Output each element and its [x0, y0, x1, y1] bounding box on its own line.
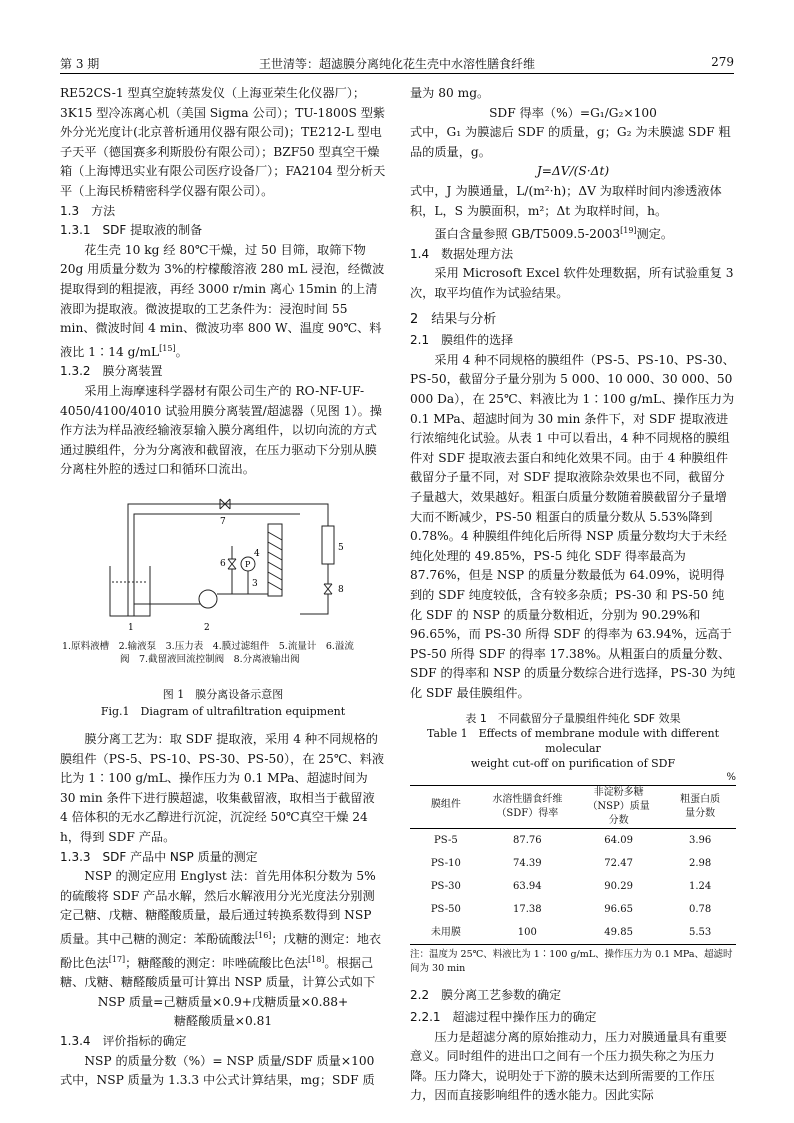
figure-caption-en: Fig.1 Diagram of ultrafiltration equipment: [100, 704, 346, 718]
gauge-p: P: [245, 559, 251, 569]
paragraph-cont: 量为 80 mg。: [410, 86, 490, 100]
table-row: PS-5 87.76 64.09 3.96: [434, 835, 712, 847]
issue-number: 第 3 期: [60, 57, 100, 71]
data-table: [410, 785, 736, 945]
table-row: PS-30 63.94 90.29 1.24: [430, 881, 712, 893]
label-3: 3: [252, 578, 258, 589]
paragraph-pressure: 压力是超滤分离的原始推动力，压力对膜通量具有重要意义。同时组件的进出口之间有一个压力损失称之为压力降。压力降大，说明处于下游的膜未达到所需要的工作压力，因而直接影响组件的透水能力。因此实际: [410, 1029, 727, 1103]
col-header: 水溶性膳食纤维（SDF）得率: [492, 794, 563, 820]
section-1-3-1: 1.3.1 SDF 提取液的制备: [60, 223, 203, 238]
running-title: 王世清等：超滤膜分离纯化花生壳中水溶性膳食纤维: [258, 57, 535, 71]
col-header: 膜组件: [430, 799, 461, 811]
label-6: 6: [220, 558, 226, 569]
equation-nsp-1: NSP 质量=己糖质量×0.9+戊糖质量×0.88+: [97, 994, 349, 1009]
paragraph-nsp: NSP 的测定应用 Englyst 法：首先用体积分数为 5%的硫酸将 SDF 产品水解，然后水解液用分光光度法分别测定己糖、戊糖、糖醛酸质量，最后通过转换系数得到 NSP 质量。其中己糖的测定：苯酚硫酸法[16]；戊糖的测定：地衣酚比色法[17]；糖醛酸的测定：咔唑硫酸比色法[18]。根据己糖、戊糖、糖醛酸质量可计算出 NSP 质量，计算公式如下: [60, 869, 382, 990]
section-2-2: 2.2 膜分离工艺参数的确定: [410, 988, 562, 1003]
section-2: 2 结果与分析: [410, 311, 497, 327]
label-7: 7: [220, 516, 226, 527]
section-1-3-4: 1.3.4 评价指标的确定: [60, 1033, 187, 1048]
paragraph-process: 膜分离工艺为：取 SDF 提取液，采用 4 种不同规格的膜组件（PS-5、PS-10、PS-30、PS-50），在 25℃、料液比为 1∶100 g/mL、操作压力为 0.1 MPa、超滤时间为 30 min 条件下进行膜超滤，收集截留液，取相当于截留液 4 倍体积的无水乙醇进行沉淀，沉淀经 50℃真空干燥 24 h，得到 SDF 产品。: [60, 731, 385, 844]
left-column: [60, 84, 386, 1091]
col-header: 非淀粉多糖（NSP）质量分数: [587, 787, 650, 827]
label-5: 5: [338, 542, 344, 553]
label-8: 8: [338, 584, 344, 595]
page-number: 279: [711, 55, 734, 69]
label-2: 2: [204, 622, 210, 633]
figure-legend: 1.原料液槽 2.输液泵 3.压力表 4.膜过滤组件 5.流量计 6.溢流 阀 7.截留液回流控制阀 8.分离液输出阀: [62, 640, 354, 665]
table-caption-en-2: weight cut-off on purification of SDF: [470, 757, 676, 771]
equation-flux: J=ΔV/(S·Δt): [536, 164, 610, 179]
table-row: 未用膜 100 49.85 5.53: [410, 921, 736, 945]
equation-sdf: SDF 得率（%）=G₁/G₂×100: [489, 105, 657, 120]
ultrafiltration-diagram: [100, 484, 350, 634]
section-1-3-3: 1.3.3 SDF 产品中 NSP 质量的测定: [60, 849, 258, 864]
paragraph-data: 采用 Microsoft Excel 软件处理数据，所有试验重复 3 次，取平均值作为试验结果。: [410, 266, 734, 300]
paragraph-device: 采用上海摩速科学器材有限公司生产的 RO-NF-UF-4050/4100/4010 试验用膜分离装置/超滤器（见图 1）。操作方法为样品液经输液泵输入膜分离组件，以切向流的方式通过膜组件，分为分离液和截留液，在压力驱动下分别从膜分离柱外腔的透过口和循环口流出。: [60, 383, 382, 477]
header-rule: [60, 73, 734, 74]
running-header: [60, 55, 734, 73]
label-4: 4: [254, 548, 260, 559]
table-note: 注：温度为 25℃、料液比为 1∶100 g/mL、操作压力为 0.1 MPa、超滤时间为 30 min: [410, 949, 733, 975]
paragraph-evaluation: NSP 的质量分数（%）= NSP 质量/SDF 质量×100 式中，NSP 质量为 1.3.3 中公式计算结果，mg；SDF 质: [60, 1053, 375, 1088]
section-1-3-2: 1.3.2 膜分离装置: [60, 364, 163, 379]
equation-nsp-2: 糖醛酸质量×0.81: [173, 1014, 273, 1029]
table-1: [410, 711, 736, 976]
section-2-2-1: 2.2.1 超滤过程中操作压力的确定: [410, 1010, 597, 1025]
figure-1: [60, 484, 386, 682]
paragraph-j: 式中，J 为膜通量，L/(m²·h)；ΔV 为取样时间内渗透液体积，L，S 为膜面积，m²；Δt 为取样时间，h。: [410, 183, 722, 218]
right-column: [410, 84, 736, 1106]
col-header: 粗蛋白质量分数: [680, 794, 721, 820]
table-row: PS-10 74.39 72.47 2.98: [430, 858, 712, 870]
table-unit: %: [726, 772, 736, 784]
table-caption-en-1: Table 1 Effects of membrane module with different molecular: [427, 727, 719, 756]
table-row: PS-50 17.38 96.65 0.78: [430, 904, 712, 916]
section-2-1: 2.1 膜组件的选择: [410, 333, 514, 348]
paragraph-membrane: 采用 4 种不同规格的膜组件（PS-5、PS-10、PS-30、PS-50，截留分子量分别为 5 000、10 000、30 000、50 000 Da），在 25℃、料液比为 1∶100 g/mL、操作压力为 0.1 MPa、超滤时间为 30 min 条件下，对 SDF 提取液进行浓缩纯化试验。从表 1 中可以看出，4 种不同规格的膜组件对 SDF 提取液去蛋白和纯化效果不同。由于 4 种膜组件截留分子量不同，对 SDF 提取液除杂效果也不同，截留分子量越大，效果越好。粗蛋白质量分数随着膜截留分子量增大而不断减少，PS-50 粗蛋白的质量分数从 5.53%降到 0.78%。4 种膜组件纯化后所得 NSP 质量分数均大于未经纯化处理的 49.85%，PS-5 纯化 SDF 得率最高为 87.76%，但是 NSP 的质量分数最低为 64.09%，说明得到的 SDF 纯度较低，含有较多杂质；PS-30 和 PS-50 纯化 SDF 的 NSP 的质量分数相近，分别为 90.29%和 96.65%，而 PS-30 所得 SDF 的得率为 63.94%，远高于 PS-50 所得 SDF 的得率 17.38%。从粗蛋白的质量分数、SDF 的得率和 NSP 的质量分数综合进行选择，PS-30 为纯化 SDF 最佳膜组件。: [410, 352, 736, 700]
paragraph-g: 式中，G₁ 为膜滤后 SDF 的质量，g；G₂ 为未膜滤 SDF 粗品的质量，g。: [410, 125, 731, 159]
equipment-list: RE52CS-1 型真空旋转蒸发仪（上海亚荣生化仪器厂）；3K15 型冷冻离心机（美国 Sigma 公司）；TU-1800S 型紫外分光光度计(北京普析通用仪器有限公司)；TE212-L 型电子天平（德国赛多利斯股份有限公司）；BZF50 型真空干燥箱（上海博迅实业有限公司医疗设备厂）；FA2104 型分析天平（上海民桥精密科学仪器有限公司）。: [60, 86, 386, 198]
label-1: 1: [128, 622, 134, 633]
section-1-3: 1.3 方法: [60, 203, 116, 218]
paragraph-extraction: 花生壳 10 kg 经 80℃干燥，过 50 目筛，取筛下物 20g 用质量分数为 3%的柠檬酸溶液 280 mL 浸泡，经微波提取得到的粗提液，再经 3000 r/min 离心 15min 的上清液即为提取液。微波提取的工艺条件为：浸泡时间 55 min、微波时间 4 min、微波功率 800 W、温度 90℃、料液比 1∶14 g/mL[15]。: [60, 242, 385, 359]
figure-caption-cn: 图 1 膜分离设备示意图: [162, 687, 284, 701]
paragraph-protein: 蛋白含量参照 GB/T5009.5-2003[19]测定。: [434, 226, 674, 242]
section-1-4: 1.4 数据处理方法: [410, 246, 514, 261]
table-caption-cn: 表 1 不同截留分子量膜组件纯化 SDF 效果: [465, 712, 681, 726]
